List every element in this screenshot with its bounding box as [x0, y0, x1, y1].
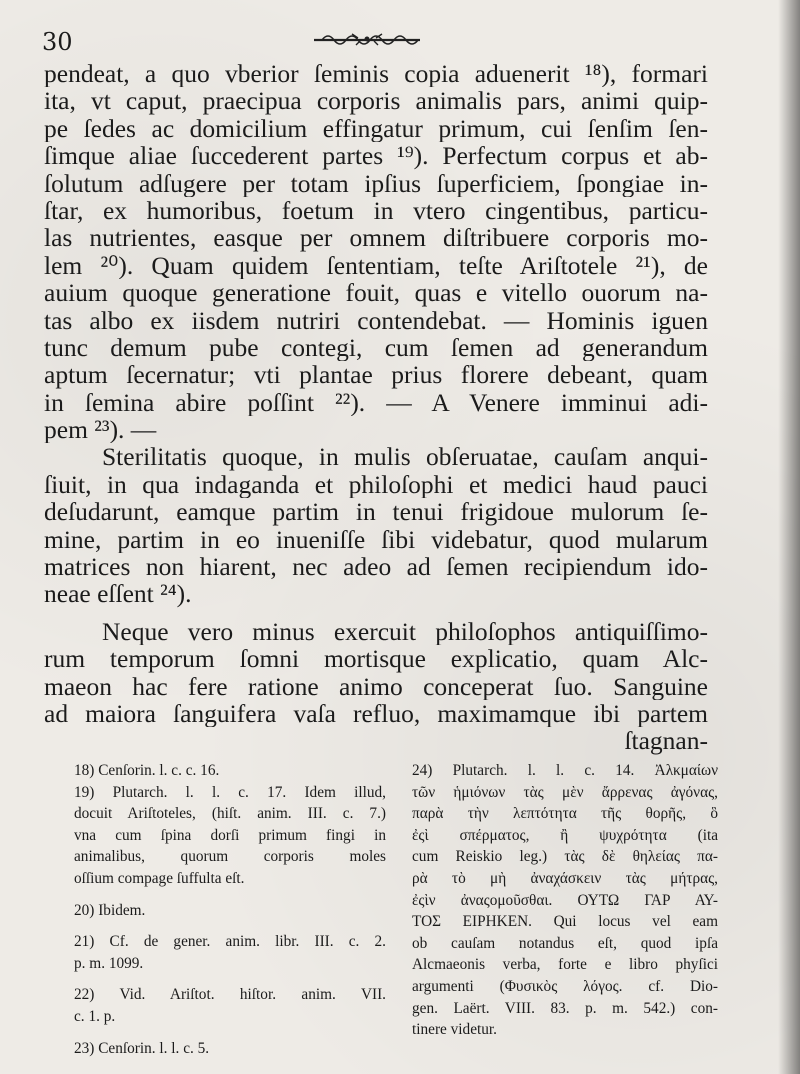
footnote-line: animalibus, quorum corporis moles — [74, 848, 386, 866]
footnote-line: c. 1. p. — [74, 1007, 116, 1025]
ornament-icon — [312, 30, 422, 48]
text-line: ſtar, ex humoribus, foetum in vtero cingentibus, particu- — [44, 196, 708, 225]
text-line: pendeat, a quo vberior ſeminis copia aduenerit ¹⁸), formari — [44, 60, 708, 88]
text-line: pe ſedes ac domicilium effingatur primum, cui ſenſim ſen- — [44, 114, 708, 143]
text-line: las nutrientes, easque per omnem diſtribuere corporis mo- — [44, 224, 708, 252]
footnotes-left-column — [74, 760, 386, 1059]
text-line: rum temporum ſomni mortisque explicatio, quam Alc- — [44, 645, 708, 673]
text-line: ita, vt caput, praecipua corporis animalis pars, animi quip- — [44, 87, 708, 115]
footnote-line: ob cauſam notandus eſt, quod ipſa — [412, 934, 718, 952]
footnote-line: παρὰ τὴν λεπτότητα τῆς θορῆς, ὃ — [412, 805, 718, 823]
footnotes-right-column — [412, 760, 718, 1041]
footnote-line: ἐςὶ σπέρματος, ἢ ψυχρότητα (ita — [412, 826, 718, 844]
footnote-line: Alcmaeonis verba, forte e libro phyſici — [412, 956, 718, 974]
footnote-line: cum Reiskio leg.) τὰς δὲ θηλείας πα- — [412, 848, 718, 866]
text-line: Sterilitatis quoque, in mulis obſeruatae, cauſam anqui- — [102, 443, 708, 471]
text-line: ſolutum adſugere per totam ipſius ſuperficiem, ſpongiae in- — [44, 169, 708, 197]
footnote-line: gen. Laërt. VIII. 83. p. m. 542.) con- — [412, 999, 718, 1017]
text-line: mine, partim in eo inueniſſe ſibi videbatur, quod mularum — [44, 525, 708, 554]
text-line: Neque vero minus exercuit philoſophos antiquiſſimo- — [102, 617, 708, 646]
page-edge-shadow — [778, 0, 800, 1074]
footnote-line: τῶν ἡμιόνων τὰς μὲν ἄρρενας ἀγόνας, — [412, 783, 718, 801]
footnote-line: docuit Ariſtoteles, (hiſt. anim. III. c. 7.) — [74, 805, 386, 823]
footnote-line: 21) Cf. de gener. anim. libr. III. c. 2. — [74, 933, 386, 951]
text-line: tunc demum pube contegi, cum ſemen ad generandum — [44, 333, 708, 362]
footnote-line: argumenti (Φυσικὸς λόγος. cf. Dio- — [412, 977, 718, 995]
footnote-line: 22) Vid. Ariſtot. hiſtor. anim. VII. — [74, 986, 386, 1004]
text-line: matrices non hiarent, nec adeo ad ſemen recipiendum ido- — [44, 553, 708, 581]
text-line: lem ²⁰). Quam quidem ſententiam, teſte Ariſtotele ²¹), de — [44, 251, 708, 280]
main-text — [44, 60, 708, 755]
text-line: tas albo ex iisdem nutriri contendebat. — Hominis iguen — [44, 306, 708, 334]
footnote-line: 23) Cenſorin. l. l. c. 5. — [74, 1039, 210, 1057]
page-number: 30 — [42, 28, 73, 56]
footnote-line: ρὰ τὸ μὴ ἀναχάσκειν τὰς μήτρας, — [412, 869, 718, 887]
footnote-line: tinere videtur. — [412, 1021, 497, 1039]
footnote-line: ΤΟΣ ΕΙΡΗΚΕΝ. Qui locus vel eam — [412, 913, 718, 931]
text-line: ſiuit, in qua indaganda et philoſophi et medici haud pauci — [44, 470, 708, 499]
text-line: maeon hac fere ratione animo conceperat ſuo. Sanguine — [44, 672, 708, 700]
text-line: deſudarunt, eamque partim in tenui frigidoue mulorum ſe- — [44, 498, 708, 526]
text-line: ad maiora ſanguifera vaſa refluo, maximamque ibi partem — [44, 699, 708, 728]
text-line: auium quoque generatione fouit, quas e vitello ouorum na- — [44, 279, 708, 307]
footnote-line: 19) Plutarch. l. l. c. 17. Idem illud, — [74, 783, 386, 801]
text-line: pem ²³). — — [44, 416, 157, 444]
footnote-line: oſſium compage ſuffulta eſt. — [74, 869, 245, 887]
text-line: ſimque aliae ſuccederent partes ¹⁹). Perfectum corpus et ab- — [44, 142, 708, 170]
footnote-line: 20) Ibidem. — [74, 901, 146, 919]
footnote-line: vna cum ſpina dorſi primum fingi in — [74, 826, 386, 844]
footnote-line: 24) Plutarch. l. l. c. 14. Ἀλκμαίων — [412, 762, 718, 779]
footnote-line: ἐςὶν ἀναςομοῦσθαι. ΟΥΤΩ ΓΑΡ ΑΥ- — [412, 891, 718, 909]
footnote-line: p. m. 1099. — [74, 954, 144, 972]
text-line: in ſemina abire poſſint ²²). — A Venere imminui adi- — [44, 388, 708, 417]
text-line: aptum ſecernatur; vti plantae prius florere debeant, quam — [44, 361, 708, 389]
catchword: ſtagnan- — [624, 727, 708, 755]
footnote-line: 18) Cenſorin. l. c. c. 16. — [74, 762, 220, 779]
text-line: neae eſſent ²⁴). — [44, 580, 192, 608]
